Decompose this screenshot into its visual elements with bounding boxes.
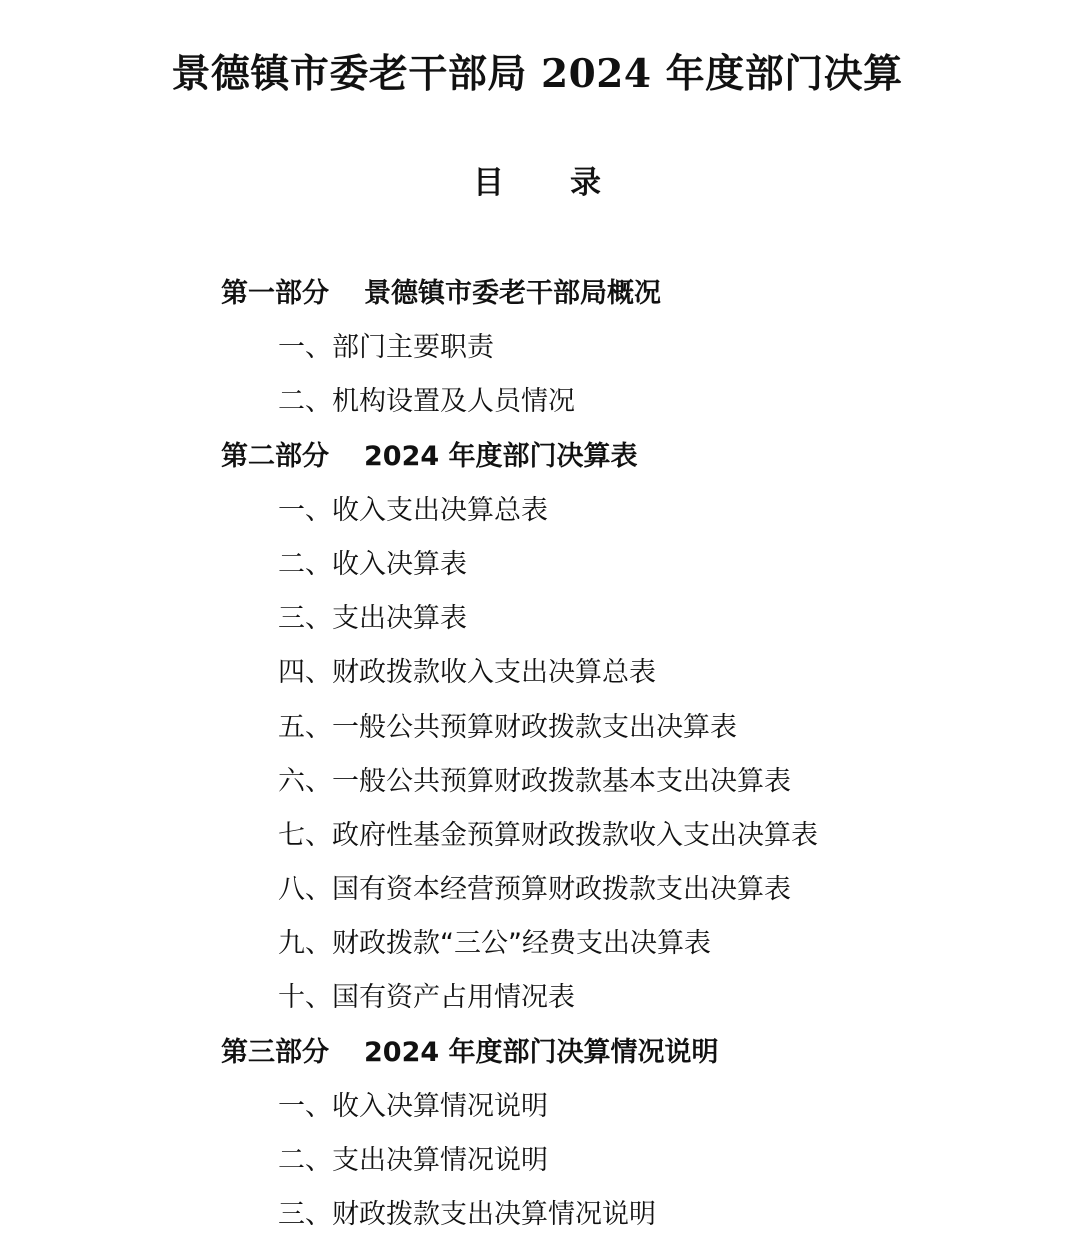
toc-item[interactable]: 六、一般公共预算财政拨款基本支出决算表 (278, 765, 791, 797)
toc-item[interactable]: 十、国有资产占用情况表 (278, 982, 575, 1014)
part-label: 第二部分 (221, 440, 329, 472)
toc-item[interactable]: 三、财政拨款支出决算情况说明 (278, 1199, 656, 1231)
document-title: 景德镇市委老干部局 2024 年度部门决算 (171, 51, 903, 97)
toc-part-2[interactable] (0, 433, 1074, 487)
toc-item[interactable]: 八、国有资本经营预算财政拨款支出决算表 (278, 874, 791, 906)
toc-part-1[interactable] (0, 270, 1074, 324)
toc-item[interactable]: 一、收入决算情况说明 (278, 1090, 548, 1122)
toc-item[interactable]: 五、一般公共预算财政拨款支出决算表 (278, 711, 737, 743)
toc-item[interactable]: 四、财政拨款收入支出决算总表 (278, 657, 656, 689)
toc-item[interactable]: 一、部门主要职责 (278, 332, 494, 364)
toc-item[interactable]: 九、财政拨款“三公”经费支出决算表 (278, 928, 711, 960)
part-title: 2024 年度部门决算情况说明 (364, 1036, 719, 1068)
toc-item[interactable]: 二、支出决算情况说明 (278, 1145, 548, 1176)
toc-item[interactable]: 二、收入决算表 (278, 548, 467, 580)
toc-item[interactable]: 一、收入支出决算总表 (278, 494, 548, 526)
part-title: 景德镇市委老干部局概况 (364, 278, 661, 309)
part-label: 第三部分 (221, 1036, 329, 1068)
toc-item[interactable]: 七、政府性基金预算财政拨款收入支出决算表 (278, 819, 818, 851)
part-title: 2024 年度部门决算表 (364, 440, 638, 472)
table-of-contents (0, 270, 1074, 1245)
toc-item[interactable]: 三、支出决算表 (278, 603, 467, 635)
toc-part-3[interactable] (0, 1029, 1074, 1083)
part-label: 第一部分 (221, 278, 329, 309)
toc-heading: 目录 (473, 165, 667, 201)
toc-item[interactable]: 二、机构设置及人员情况 (278, 386, 575, 418)
